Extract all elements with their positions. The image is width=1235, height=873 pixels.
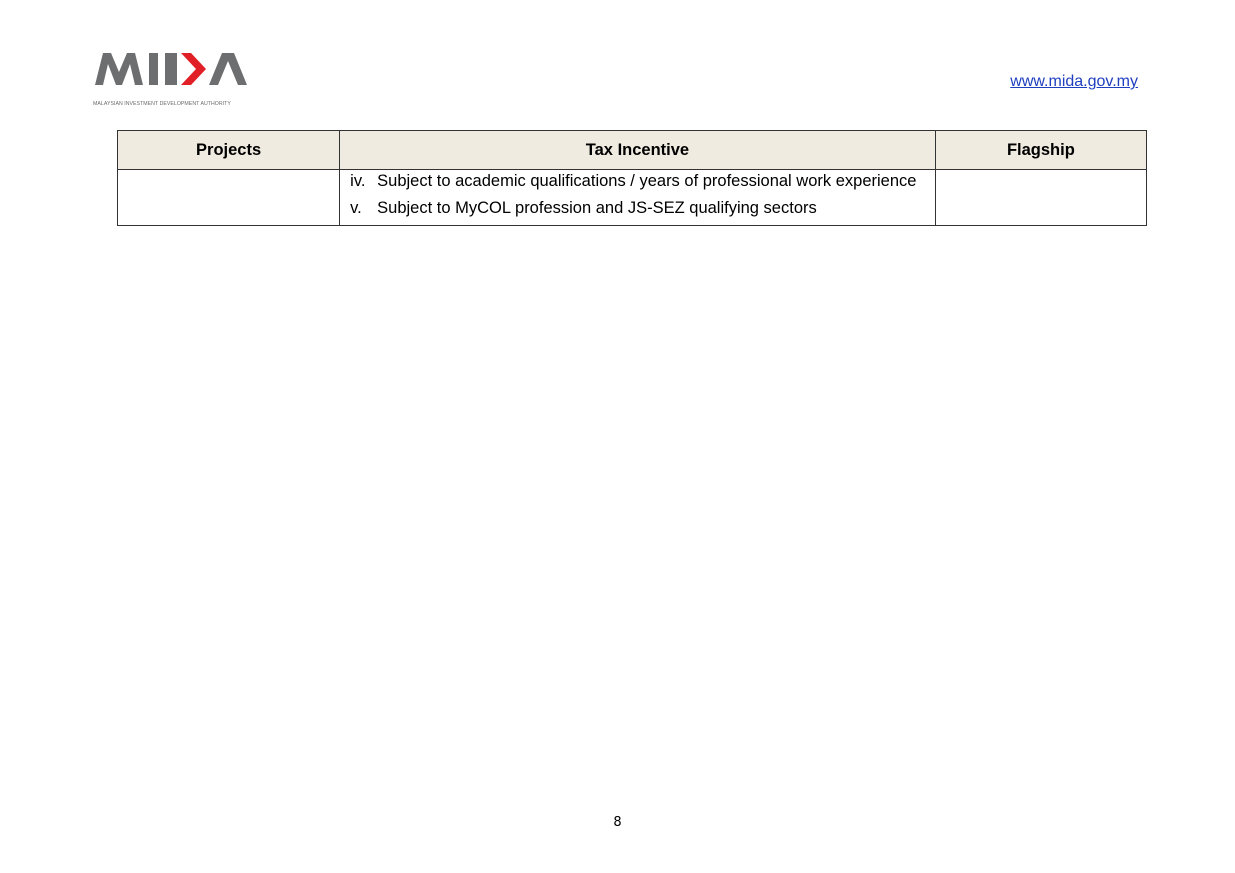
- list-item-number: iv.: [350, 172, 366, 190]
- header-flagship: Flagship: [935, 131, 1146, 170]
- table-header-row: [118, 131, 1147, 170]
- list-item: [350, 199, 927, 218]
- cell-tax-incentive: [340, 170, 936, 226]
- mida-logo: [93, 50, 263, 112]
- header-projects: Projects: [118, 131, 340, 170]
- cell-flagship: [935, 170, 1146, 226]
- logo-caption: MALAYSIAN INVESTMENT DEVELOPMENT AUTHORITY: [93, 101, 231, 107]
- list-item-text: Subject to MyCOL profession and JS-SEZ qualifying sectors: [377, 199, 817, 217]
- website-link[interactable]: www.mida.gov.my: [1010, 73, 1138, 90]
- list-item-text: Subject to academic qualifications / years of professional work experience: [377, 172, 917, 190]
- incentive-list: [340, 170, 935, 225]
- list-item: [350, 172, 927, 191]
- mida-logo-mark: [93, 50, 263, 100]
- list-item-number: v.: [350, 199, 362, 217]
- header-tax-incentive: Tax Incentive: [340, 131, 936, 170]
- page-number: 8: [613, 815, 622, 830]
- cell-projects: [118, 170, 340, 226]
- table-row: [118, 170, 1147, 226]
- tax-incentive-table: [117, 130, 1147, 226]
